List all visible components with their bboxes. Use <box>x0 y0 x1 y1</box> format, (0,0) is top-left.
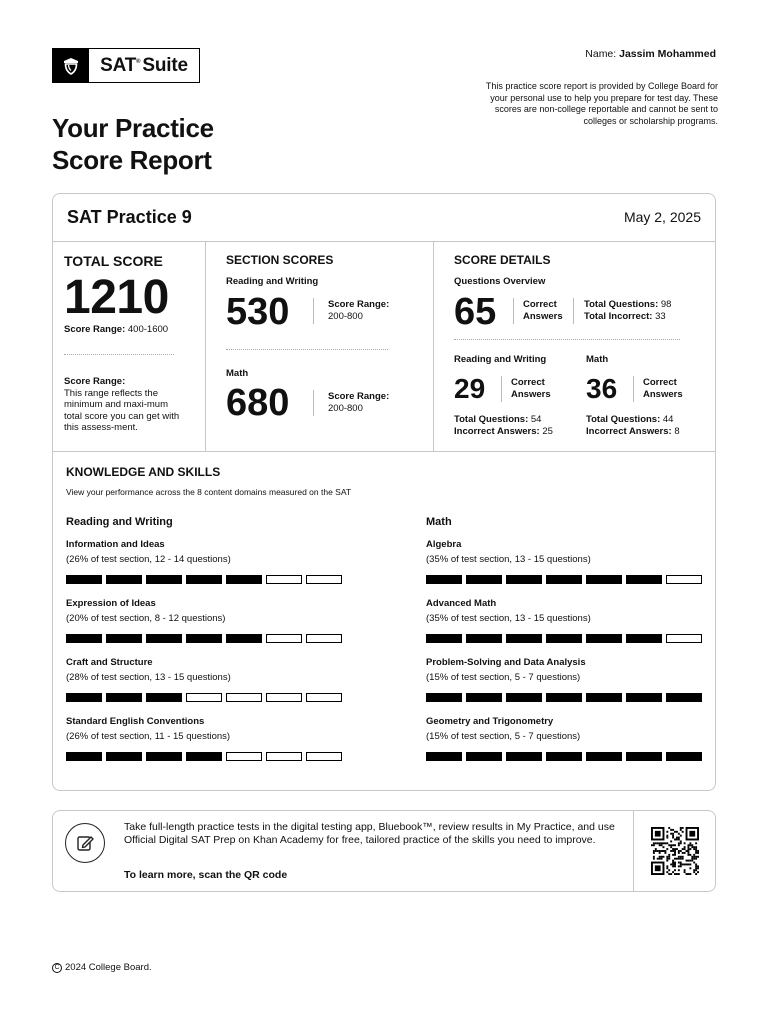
math-section-range: Score Range: 200-800 <box>328 391 390 414</box>
rw-domains-label: Reading and Writing <box>66 516 173 528</box>
rw-section-range: Score Range: 200-800 <box>328 299 390 322</box>
test-name: SAT Practice 9 <box>67 207 192 227</box>
domain-item <box>426 716 702 761</box>
performance-bar-segment <box>186 693 222 702</box>
performance-bar-segment <box>546 693 582 702</box>
performance-bar-segment <box>426 575 462 584</box>
page-title: Your Practice Score Report <box>52 113 214 175</box>
performance-bar-segment <box>626 575 662 584</box>
performance-bars <box>66 693 342 702</box>
domain-name: Information and Ideas <box>66 539 165 550</box>
performance-bar-segment <box>626 752 662 761</box>
domain-description: (26% of test section, 11 - 15 questions) <box>66 731 231 742</box>
domain-name: Expression of Ideas <box>66 598 156 609</box>
performance-bar-segment <box>266 634 302 643</box>
math-details-totals: Total Questions: 44 Incorrect Answers: 8 <box>586 414 680 437</box>
card-header <box>53 194 715 242</box>
performance-bar-segment <box>266 752 302 761</box>
performance-bar-segment <box>186 634 222 643</box>
performance-bar-segment <box>106 634 142 643</box>
divider <box>226 349 388 350</box>
performance-bar-segment <box>586 575 622 584</box>
performance-bar-segment <box>466 693 502 702</box>
score-details-panel <box>434 242 717 451</box>
qr-code-icon[interactable] <box>651 827 699 875</box>
rw-correct-value: 29 <box>454 373 486 404</box>
logo-suffix: Suite <box>142 54 188 76</box>
performance-bar-segment <box>626 693 662 702</box>
practice-info-text: Take full-length practice tests in the digital testing app, Bluebook™, review results in My Practice, and use Official Digital SAT Prep on Khan Academy for free, tailored practice of the skills you need to improve. <box>124 821 615 846</box>
math-section-score: 680 <box>226 382 290 424</box>
disclaimer: This practice score report is provided by College Board for your personal use to help you prepare for test day. These scores are non-college reportable and cannot be sent to colleges or scholarship programs. <box>485 81 718 126</box>
domain-item <box>66 598 342 643</box>
knowledge-skills-subtitle: View your performance across the 8 content domains measured on the SAT <box>66 487 352 497</box>
rw-section-name: Reading and Writing <box>226 276 319 287</box>
totals-overview: Total Questions: 98 Total Incorrect: 33 <box>584 299 672 322</box>
performance-bar-segment <box>146 634 182 643</box>
performance-bar-segment <box>66 575 102 584</box>
performance-bar-segment <box>306 575 342 584</box>
domain-description: (26% of test section, 12 - 14 questions) <box>66 554 231 565</box>
performance-bars <box>66 575 342 584</box>
performance-bar-segment <box>666 634 702 643</box>
section-scores-label: SECTION SCORES <box>226 253 334 267</box>
domain-name: Problem-Solving and Data Analysis <box>426 657 586 668</box>
score-card <box>52 193 716 791</box>
domain-description: (15% of test section, 5 - 7 questions) <box>426 672 581 683</box>
performance-bar-segment <box>66 634 102 643</box>
total-score-range: Score Range: 400-1600 <box>64 324 169 335</box>
total-score-panel <box>53 242 206 451</box>
copyright-icon: C <box>52 963 62 973</box>
qr-cta: To learn more, scan the QR code <box>124 869 288 881</box>
score-details-label: SCORE DETAILS <box>454 253 551 267</box>
performance-bar-segment <box>546 752 582 761</box>
performance-bar-segment <box>586 634 622 643</box>
total-score-value: 1210 <box>64 271 169 324</box>
rw-domains <box>66 516 342 742</box>
performance-bar-segment <box>146 575 182 584</box>
performance-bar-segment <box>626 634 662 643</box>
math-correct-value: 36 <box>586 373 618 404</box>
performance-bars <box>426 752 702 761</box>
performance-bar-segment <box>66 752 102 761</box>
copyright: C 2024 College Board. <box>52 962 152 973</box>
math-section-name: Math <box>226 368 249 379</box>
performance-bar-segment <box>466 634 502 643</box>
performance-bar-segment <box>106 575 142 584</box>
domain-name: Advanced Math <box>426 598 497 609</box>
performance-bars <box>426 634 702 643</box>
performance-bar-segment <box>306 634 342 643</box>
domain-description: (28% of test section, 13 - 15 questions) <box>66 672 231 683</box>
performance-bars <box>426 693 702 702</box>
performance-bars <box>66 752 342 761</box>
performance-bar-segment <box>666 575 702 584</box>
performance-bar-segment <box>506 634 542 643</box>
performance-bar-segment <box>146 693 182 702</box>
performance-bar-segment <box>666 752 702 761</box>
performance-bar-segment <box>466 752 502 761</box>
math-details-name: Math <box>586 354 609 365</box>
rw-details-totals: Total Questions: 54 Incorrect Answers: 25 <box>454 414 553 437</box>
performance-bar-segment <box>506 693 542 702</box>
domain-name: Geometry and Trigonometry <box>426 716 554 727</box>
score-range-note: Score Range: This range reflects the minimum and maxi-mum total score you can get with this assess-ment. <box>64 376 180 433</box>
performance-bar-segment <box>426 752 462 761</box>
domain-item <box>66 539 342 584</box>
domain-description: (20% of test section, 8 - 12 questions) <box>66 613 226 624</box>
registered-mark: ® <box>136 58 141 65</box>
performance-bar-segment <box>306 693 342 702</box>
student-name: Name: Jassim Mohammed <box>585 48 716 60</box>
performance-bar-segment <box>466 575 502 584</box>
performance-bars <box>426 575 702 584</box>
domain-description: (35% of test section, 13 - 15 questions) <box>426 613 591 624</box>
domain-name: Algebra <box>426 539 462 550</box>
performance-bar-segment <box>666 693 702 702</box>
logo-text: SAT <box>100 54 137 76</box>
performance-bar-segment <box>546 575 582 584</box>
performance-bar-segment <box>586 752 622 761</box>
performance-bars <box>66 634 342 643</box>
sat-suite-logo <box>52 48 200 83</box>
domain-description: (15% of test section, 5 - 7 questions) <box>426 731 581 742</box>
performance-bar-segment <box>146 752 182 761</box>
performance-bar-segment <box>106 693 142 702</box>
performance-bar-segment <box>506 575 542 584</box>
questions-overview-label: Questions Overview <box>454 276 546 287</box>
performance-bar-segment <box>186 752 222 761</box>
performance-bar-segment <box>546 634 582 643</box>
total-score-label: TOTAL SCORE <box>64 253 163 269</box>
domain-item <box>66 716 342 761</box>
math-domains-label: Math <box>426 516 452 528</box>
rw-details-name: Reading and Writing <box>454 354 547 365</box>
edit-icon <box>65 823 105 863</box>
math-correct-label: Correct Answers <box>643 377 683 400</box>
domain-item <box>66 657 342 702</box>
rw-correct-label: Correct Answers <box>511 377 551 400</box>
knowledge-skills-title: KNOWLEDGE AND SKILLS <box>66 465 221 479</box>
correct-answers-value: 65 <box>454 291 497 333</box>
test-date: May 2, 2025 <box>623 209 701 225</box>
performance-bar-segment <box>226 575 262 584</box>
performance-bar-segment <box>426 693 462 702</box>
performance-bar-segment <box>226 752 262 761</box>
performance-bar-segment <box>226 634 262 643</box>
performance-bar-segment <box>506 752 542 761</box>
practice-info-card <box>52 810 716 892</box>
knowledge-skills-panel <box>53 451 715 742</box>
performance-bar-segment <box>66 693 102 702</box>
college-board-acorn-icon <box>53 49 89 82</box>
divider <box>64 354 174 355</box>
performance-bar-segment <box>586 693 622 702</box>
performance-bar-segment <box>426 634 462 643</box>
rw-section-score: 530 <box>226 291 290 333</box>
math-domains <box>426 516 702 742</box>
performance-bar-segment <box>266 693 302 702</box>
domain-item <box>426 598 702 643</box>
section-scores-panel <box>206 242 434 451</box>
performance-bar-segment <box>226 693 262 702</box>
domain-name: Craft and Structure <box>66 657 153 668</box>
domain-description: (35% of test section, 13 - 15 questions) <box>426 554 591 565</box>
correct-answers-label: Correct Answers <box>523 299 563 322</box>
domain-item <box>426 657 702 702</box>
domain-item <box>426 539 702 584</box>
divider <box>454 339 680 340</box>
domain-name: Standard English Conventions <box>66 716 205 727</box>
performance-bar-segment <box>266 575 302 584</box>
performance-bar-segment <box>306 752 342 761</box>
performance-bar-segment <box>186 575 222 584</box>
performance-bar-segment <box>106 752 142 761</box>
